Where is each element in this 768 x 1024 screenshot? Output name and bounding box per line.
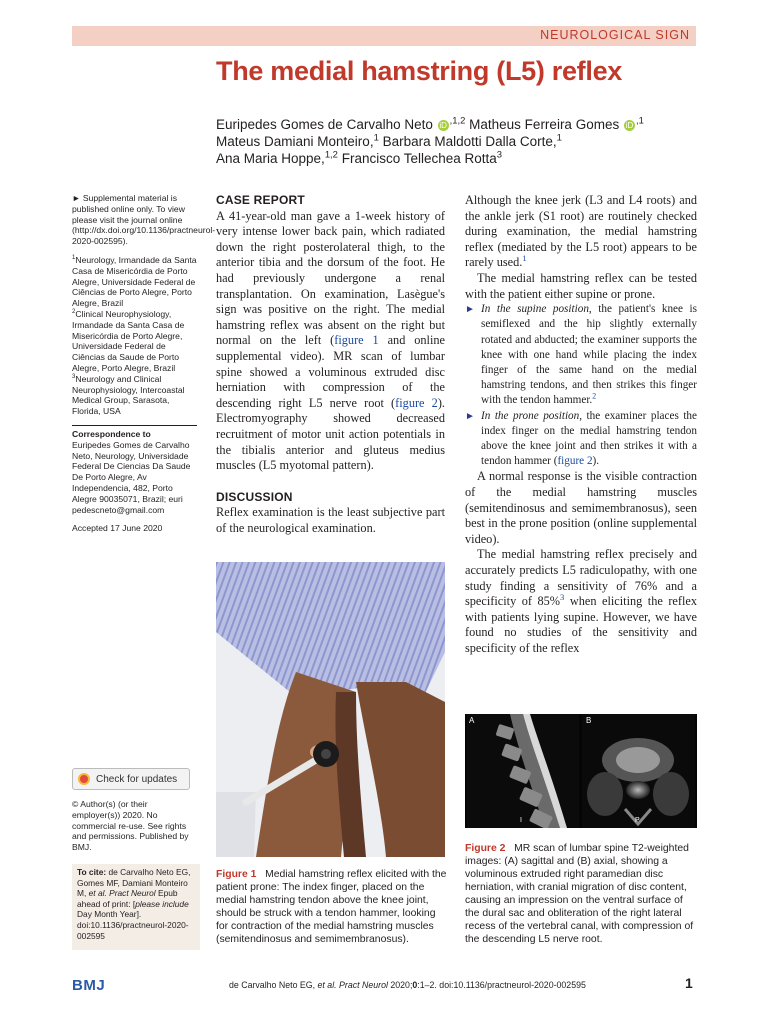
article-category: NEUROLOGICAL SIGN (540, 28, 690, 42)
discussion-paragraph: Reflex examination is the least subjective part of the neurological examination. (216, 505, 445, 535)
section-banner (72, 26, 696, 46)
cite-label: To cite: (77, 867, 107, 877)
discussion-paragraph: A normal response is the visible contraction of the medial hamstring muscles (semitendinosus and semimembranosus), seen best in the prone position (online supplemental video). (465, 469, 697, 546)
affiliation-marker: 1,2 (324, 149, 338, 161)
reference-1[interactable]: 1 (522, 253, 527, 264)
figure-1-photo (216, 562, 445, 857)
correspondence-details: Euripedes Gomes de Carvalho Neto, Neurology, Universidade Federal De Ciencias Da Saude De Porto Alegre, Av Independencia, 482, Porto Alegre 90035071, Brazil; euri pedescneto@gmail.com (72, 439, 191, 515)
list-item: ► In the prone position, the examiner places the index finger on the medial hamstring tendon above the knee joint and then strikes it with a tendon hammer (figure 2). (465, 409, 697, 468)
panel-b-label: B (586, 716, 592, 725)
bullet-arrow-icon: ► (465, 410, 475, 422)
discussion-paragraph: The medial hamstring reflex precisely and accurately predicts L5 radiculopathy, with one study finding a sensitivity of 76% and a specificity of 85%$^3$ when eliciting the reflex with patients lying supine. However, we have found no studies of the sensitivity and specificity of the reflex (465, 547, 698, 655)
figure-2-caption (465, 842, 697, 946)
affiliation-3: Neurology and Clinical Neurophysiology, Intercoastal Medical Group, Sarasota, Florida, USA (72, 373, 185, 417)
bmj-logo[interactable]: BMJ (72, 977, 106, 994)
author-name[interactable]: Barbara Maldotti Dalla Corte, (382, 134, 557, 149)
affiliation-marker: 1 (556, 132, 562, 144)
affiliation-marker: ,1 (635, 115, 644, 127)
crossmark-icon (78, 773, 90, 785)
discussion-paragraph: Although the knee jerk (L3 and L4 roots) and the ankle jerk (S1 root) are routinely checked during examination, the medial hamstring reflex (mediated by the L5 root) appears to be rarely used.$^1$ (465, 193, 697, 270)
orientation-marker: I (520, 817, 522, 824)
main-column-right (465, 193, 697, 657)
article-title: The medial hamstring (L5) reflex (216, 56, 622, 86)
affiliation-1: $^1$Neurology, Irmandade da Santa Casa de Misericórdia de Porto Alegre, Universidade Federal de Ciências de Porto Alegre, Porto Alegre, Brazil $^2$Clinical Neurophysiology, Irmandade da Santa Casa de Misericórdia de Porto Alegre, Universidade Federal de Ciências da Saude de Porto Alegre, Porto Alegre, Brazil $^3$Neurology and Clinical Neurophysiology, Intercoastal Medical Group, Sarasota, Florida, USA (72, 254, 197, 417)
affiliation-marker: 3 (496, 149, 503, 161)
panel-a-label: A (469, 716, 475, 725)
page-number: 1 (685, 975, 693, 991)
cite-authors: de Carvalho Neto EG, Gomes MF, Damiani Monteiro M, (77, 867, 191, 899)
divider (72, 425, 197, 426)
affiliation-marker: 1 (373, 132, 379, 144)
sidebar (72, 193, 216, 542)
figure-1-caption (216, 868, 448, 946)
list-item: ► In the supine position, the patient's knee is semiflexed and the hip slightly externally rotated and abducted; the examiner supports the knee with one hand while placing the index finger of the same hand on the medial hamstring tendons, and then strikes this finger with the tendon hammer.$^2$ (465, 303, 698, 407)
technique-list (465, 302, 697, 469)
orientation-marker: P (635, 817, 640, 824)
check-updates-label: Check for updates (96, 773, 178, 785)
author-list (216, 116, 696, 167)
cite-epub: Epub ahead of print: [ (77, 888, 178, 909)
discussion-heading: DISCUSSION (216, 489, 293, 504)
case-report-paragraph: A 41-year-old man gave a 1-week history of very intense lower back pain, which radiated down the right posterolateral thigh, to the anterior tibia and the dorsum of the foot. He had previously undergone a renal transplantation. On examination, Lasègue's sign was positive on the right. The medial hamstring reflex was absent on the right but normal on the left (figure 1 and online supplemental video). MR scan of lumbar spine showed a voluminous extruded disc herniation with compression of the descending right L5 nerve root (figure 2). Electromyography showed decreased recruitment of motor unit action potentials in the tibialis anterior and gluteus medius muscles (L5 myotomal pattern). (216, 208, 445, 473)
citation-box (72, 864, 200, 950)
affiliation-2: Clinical Neurophysiology, Irmandade da Santa Casa de Misericórdia de Porto Alegre, Universidade Federal de Ciências da Saude de Porto Alegre, Porto Alegre, Brazil (72, 308, 185, 373)
cite-journal: et al. Pract Neurol (88, 888, 156, 899)
check-updates-button[interactable] (72, 768, 190, 790)
footer-citation: de Carvalho Neto EG, et al. Pract Neurol 2020;0:1–2. doi:10.1136/practneurol-2020-002595 (229, 980, 586, 990)
author-name[interactable]: Francisco Tellechea Rotta (341, 151, 497, 166)
figure-2-label: Figure 2 (465, 843, 506, 854)
discussion-paragraph: The medial hamstring reflex can be tested with the patient either supine or prone. (465, 270, 697, 301)
bullet-arrow-icon: ► (465, 304, 475, 316)
supplemental-note[interactable]: ► Supplemental material is published online only. To view please visit the journal online (http://dx.doi.org/10.1136/practneurol-2020-002595). (72, 193, 216, 247)
orcid-icon[interactable]: iD (439, 120, 447, 130)
figure-2-mri (465, 714, 697, 828)
figure-1-link[interactable]: figure 1 (334, 333, 379, 348)
affiliation-marker: ,1,2 (449, 115, 466, 127)
figure-1-label: Figure 1 (216, 869, 257, 880)
author-name[interactable]: Matheus Ferreira Gomes (469, 117, 620, 132)
case-report-heading: CASE REPORT (216, 193, 305, 207)
main-column-left (216, 193, 445, 536)
reference-3[interactable]: 3 (560, 592, 565, 603)
author-name[interactable]: Euripedes Gomes de Carvalho Neto (216, 117, 433, 132)
author-name[interactable]: Ana Maria Hoppe, (216, 151, 325, 166)
figure-2-link[interactable]: figure 2 (395, 395, 438, 410)
figure-1-caption-text: Medial hamstring reflex elicited with the patient prone: The index finger, placed on the medial hamstring tendon above the knee joint, should be struck with a tendon hammer, looking for contraction of the medial hamstring muscles (semitendinosus and semimembranosus). (216, 869, 447, 945)
orcid-icon[interactable]: iD (625, 120, 634, 130)
cite-doi: Day Month Year]. doi:10.1136/practneurol-2020-002595 (77, 909, 189, 941)
author-name[interactable]: Mateus Damiani Monteiro, (216, 134, 374, 149)
cite-placeholder: please include (135, 898, 189, 909)
copyright-notice: © Author(s) (or their employer(s)) 2020. No commercial re-use. See rights and permissions. Published by BMJ. (72, 799, 189, 853)
correspondence-title: Correspondence to (72, 428, 151, 439)
accepted-date: Accepted 17 June 2020 (72, 523, 163, 534)
figure-2-link[interactable]: figure 2 (557, 455, 593, 468)
figure-2-caption-text: MR scan of lumbar spine T2-weighted images: (A) sagittal and (B) axial, showing a voluminous extruded right paramedian disc herniation, with cranial migration of disc content, causing an impression on the ventral surface of the dural sac and obliteration of the right lateral recess of the vertebral canal, with compression of the descending L5 nerve root. (465, 843, 694, 945)
reference-2[interactable]: 2 (592, 391, 597, 401)
